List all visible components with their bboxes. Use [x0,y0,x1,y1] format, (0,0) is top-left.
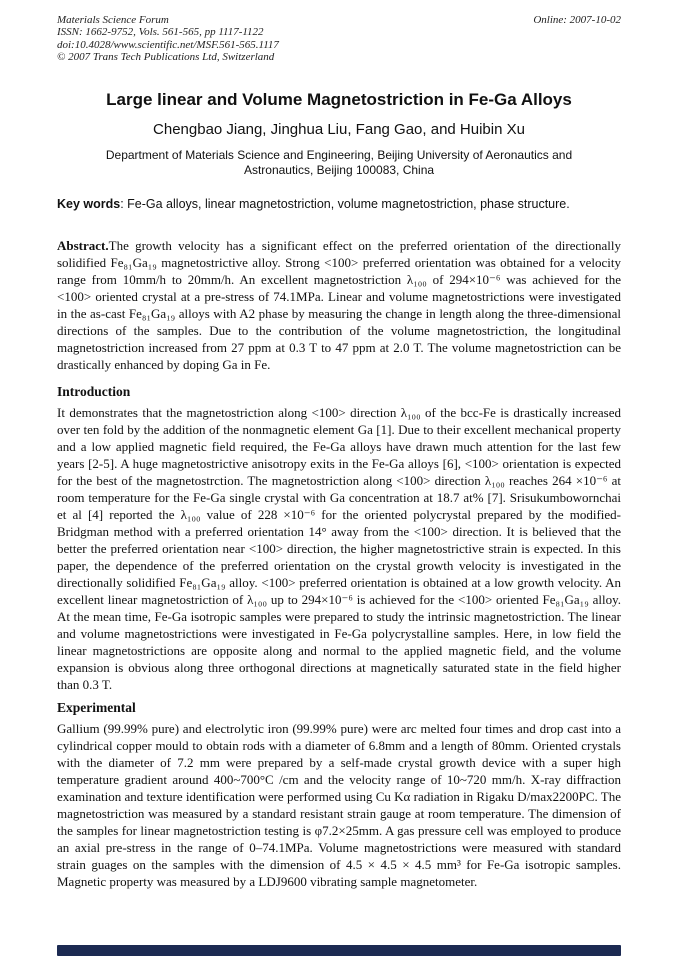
authors-line: Chengbao Jiang, Jinghua Liu, Fang Gao, and Huibin Xu [153,120,525,138]
footer-bar [57,945,621,956]
journal-header [57,14,621,63]
abstract-text: The growth velocity has a significant effect on the preferred orientation of the directionally solidified Fe₈₁Ga₁₉ magnetostrictive alloy. Strong <100> preferred orientation was obtained for a velocity range from 10mm/h to 20mm/h. An excellent magnetostriction λ₁₀₀ of 294×10⁻⁶ was achieved for the <100> oriented crystal at a pre-stress of 74.1MPa. Linear and volume magnetostrictions were investigated in the as-cast Fe₈₁Ga₁₉ alloys with A2 phase by measuring the change in length along the three-dimensional directions of the samples. Due to the contribution of the volume magnetostriction, the longitudinal magnetostriction increased from 27 ppm at 0.3 T to 47 ppm at 2.0 T. The volume magnetostriction can be drastically enhanced by doping Ga in Fe. [57,238,621,373]
copyright-line: © 2007 Trans Tech Publications Ltd, Switzerland [57,50,275,63]
abstract-label: Abstract. [57,238,109,254]
experimental-paragraph: Gallium (99.99% pure) and electrolytic iron (99.99% pure) were arc melted four times and drop cast into a cylindrical copper mould to obtain rods with a diameter of 6.8mm and a length of 80mm. Oriented crystals with the diameter of 7.2 mm were prepared by a self-made crystal growth device with a super high temperature gradient around 400~700°C /cm and the velocity range of 10~720 mm/h. X-ray diffraction examination and texture identification were performed using Cu Kα radiation in Rigaku D/max2200PC. The magnetostriction was measured by a standard resistant strain gauge at room temperature. The dimension of the samples for linear magnetostriction testing is φ7.2×25mm. A gas pressure cell was employed to produce an axial pre-stress in the range of 0–74.1MPa. Volume magnetostrictions were measured with standard strain guages on the samples with the dimension of 4.5 × 4.5 × 4.5 mm³ for Fe-Ga isotropic samples. Magnetic property was measured by a LDJ9600 vibrating sample magnetometer. [57,721,621,890]
journal-name: Materials Science Forum [57,14,169,26]
abstract-paragraph [57,237,621,373]
introduction-paragraph: It demonstrates that the magnetostriction along <100> direction λ₁₀₀ of the bcc-Fe is drastically increased over ten fold by the addition of the nonmagnetic element Ga [1]. Due to their excellent mechanical property and a low applied magnetic field required, the Fe-Ga alloys have drawn much attention for the last few years [2-5]. A huge magnetostrictive anisotropy exits in the Fe-Ga alloys [6], <100> orientation is expected for the best of the magnetostrction. The magnetostriction along <100> direction λ₁₀₀ reaches 264 ×10⁻⁶ at room temperature for the Fe-Ga single crystal with Ga concentration at 18.7 at% [7]. Srisukumbowornchai et al [4] reported the λ₁₀₀ value of 228 ×10⁻⁶ for the oriented polycrystal prepared by the modified-Bridgman method with a preferred orientation 14° away from the <100> direction. It is believed that the better the preferred orientation near <100> direction, the higher magnetostrictive strain is expected. In this paper, the dependence of the preferred orientation on the crystal growth velocity is investigated in the directionally solidified Fe₈₁Ga₁₉ alloy. <100> preferred orientation is obtained at a low growth velocity. An excellent linear magnetostriction of λ₁₀₀ up to 294×10⁻⁶ is achieved for the <100> oriented Fe₈₁Ga₁₉ alloy. At the mean time, Fe-Ga isotropic samples were prepared to study the intrinsic magnetostriction. The linear and volume magnetostrictions were investigated in Fe-Ga polycrystalline samples. Here, in low field the linear magnetostrictions are opposite along and normal to the applied magnetic field, and the volume expansion is obvious along three orthogonal directions at magnetically saturated state in the field higher than 0.3 T. [57,405,621,693]
issn-line: ISSN: 1662-9752, Vols. 561-565, pp 1117-1122 [57,26,264,39]
paper-title: Large linear and Volume Magnetostriction in Fe-Ga Alloys [106,90,572,110]
section-heading-experimental: Experimental [57,700,136,716]
doi-line: doi:10.4028/www.scientific.net/MSF.561-565.1117 [57,38,279,51]
affiliation-line-1: Department of Materials Science and Engineering, Beijing University of Aeronautics and [105,147,573,162]
keywords-text: : Fe-Ga alloys, linear magnetostriction, volume magnetostriction, phase structure. [120,196,570,211]
online-date: Online: 2007-10-02 [533,14,621,26]
section-heading-introduction: Introduction [57,384,131,400]
keywords-line [57,197,621,213]
keywords-label: Key words [57,196,121,211]
affiliation-line-2: Astronautics, Beijing 100083, China [243,162,435,177]
affiliation [57,148,621,178]
journal-header-left [57,14,279,63]
